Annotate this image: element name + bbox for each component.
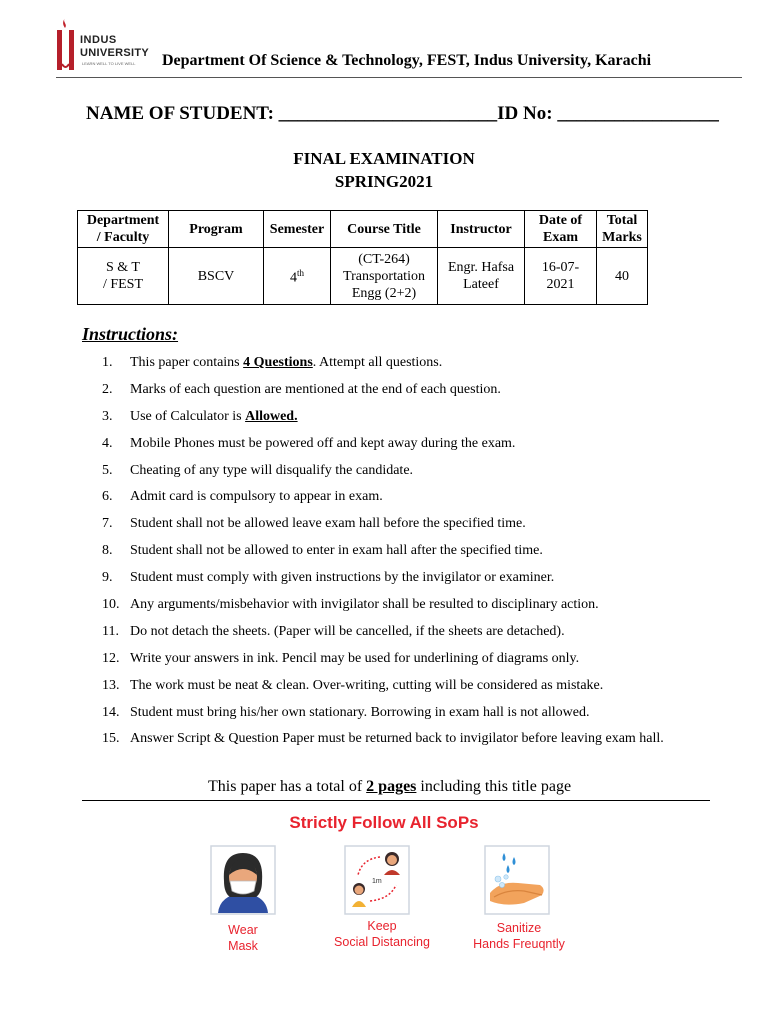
instructions-list (102, 353, 664, 756)
cell-semester: 4th (264, 248, 331, 305)
cell-marks: 40 (597, 248, 648, 305)
sop-title: Strictly Follow All SoPs (289, 813, 479, 832)
sanitize-hands-label: Sanitize Hands Freuqntly (473, 921, 565, 951)
list-item: 10. Any arguments/misbehavior with invigilator shall be resulted to disciplinary action. (102, 597, 599, 613)
list-item: 6. Admit card is compulsory to appear in exam. (102, 489, 383, 505)
name-label: NAME OF STUDENT: (86, 103, 279, 124)
department-header: Department Of Science & Technology, FEST, Indus University, Karachi (162, 52, 652, 69)
list-item: 9. Student must comply with given instructions by the invigilator or examiner. (102, 570, 555, 586)
list-item: 14. Student must bring his/her own stationary. Borrowing in exam hall is not allowed. (102, 704, 590, 720)
header-marks: Total Marks (597, 211, 648, 248)
logo-text-university: UNIVERSITY (80, 47, 150, 59)
list-item: 8. Student shall not be allowed to enter in exam hall after the specified time. (102, 543, 543, 559)
exam-title: FINAL EXAMINATION (293, 149, 475, 168)
exam-info-table (77, 210, 648, 305)
table-header-row (78, 211, 648, 248)
header-course-title: Course Title (331, 211, 438, 248)
hand-sanitize-icon (484, 845, 550, 915)
social-distancing-label: Keep Social Distancing (334, 919, 430, 949)
list-item: 12. Write your answers in ink. Pencil may be used for underlining of diagrams only. (102, 650, 580, 666)
cell-course-title: (CT-264) Transportation Engg (2+2) (331, 248, 438, 305)
total-pages-note: This paper has a total of 2 pages including this title page (208, 778, 572, 795)
table-row (78, 248, 648, 305)
header-department: Department / Faculty (78, 211, 169, 248)
id-label: ID No: (497, 103, 558, 124)
wear-mask-label: Wear Mask (228, 923, 258, 953)
distance-marker: 1m (372, 878, 382, 885)
footer-divider (82, 800, 710, 801)
logo-text-indus: INDUS (80, 34, 117, 46)
social-distancing-icon (344, 845, 410, 915)
cell-department: S & T / FEST (78, 248, 169, 305)
list-item: 3. Use of Calculator is Allowed. (102, 408, 298, 424)
cell-date: 16-07-2021 (525, 248, 597, 305)
list-item: 5. Cheating of any type will disqualify the candidate. (102, 462, 414, 478)
list-item: 7. Student shall not be allowed leave exam hall before the specified time. (102, 516, 526, 532)
cell-program: BSCV (169, 248, 264, 305)
list-item: 15. Answer Script & Question Paper must be returned back to invigilator before leaving exam hall. (102, 731, 664, 747)
header-program: Program (169, 211, 264, 248)
list-item: 13. The work must be neat & clean. Over-writing, cutting will be considered as mistake. (102, 677, 604, 693)
list-item: 11. Do not detach the sheets. (Paper will be cancelled, if the sheets are detached). (102, 623, 565, 639)
face-mask-icon (210, 845, 276, 915)
id-blank: _________________ (557, 103, 719, 124)
student-name-id-line (86, 103, 719, 125)
logo-tagline: LEARN WELL TO LIVE WELL (82, 61, 136, 66)
list-item: 2. Marks of each question are mentioned at the end of each question. (102, 381, 501, 397)
exam-term: SPRING2021 (334, 172, 434, 191)
header-instructor: Instructor (438, 211, 525, 248)
header-divider (56, 77, 742, 78)
header-semester: Semester (264, 211, 331, 248)
header-date: Date of Exam (525, 211, 597, 248)
instructions-heading: Instructions: (82, 324, 179, 344)
name-blank: _______________________ (278, 103, 498, 124)
cell-instructor: Engr. Hafsa Lateef (438, 248, 525, 305)
list-item: 1. This paper contains 4 Questions. Attempt all questions. (102, 355, 443, 370)
list-item: 4. Mobile Phones must be powered off and kept away during the exam. (102, 435, 516, 451)
